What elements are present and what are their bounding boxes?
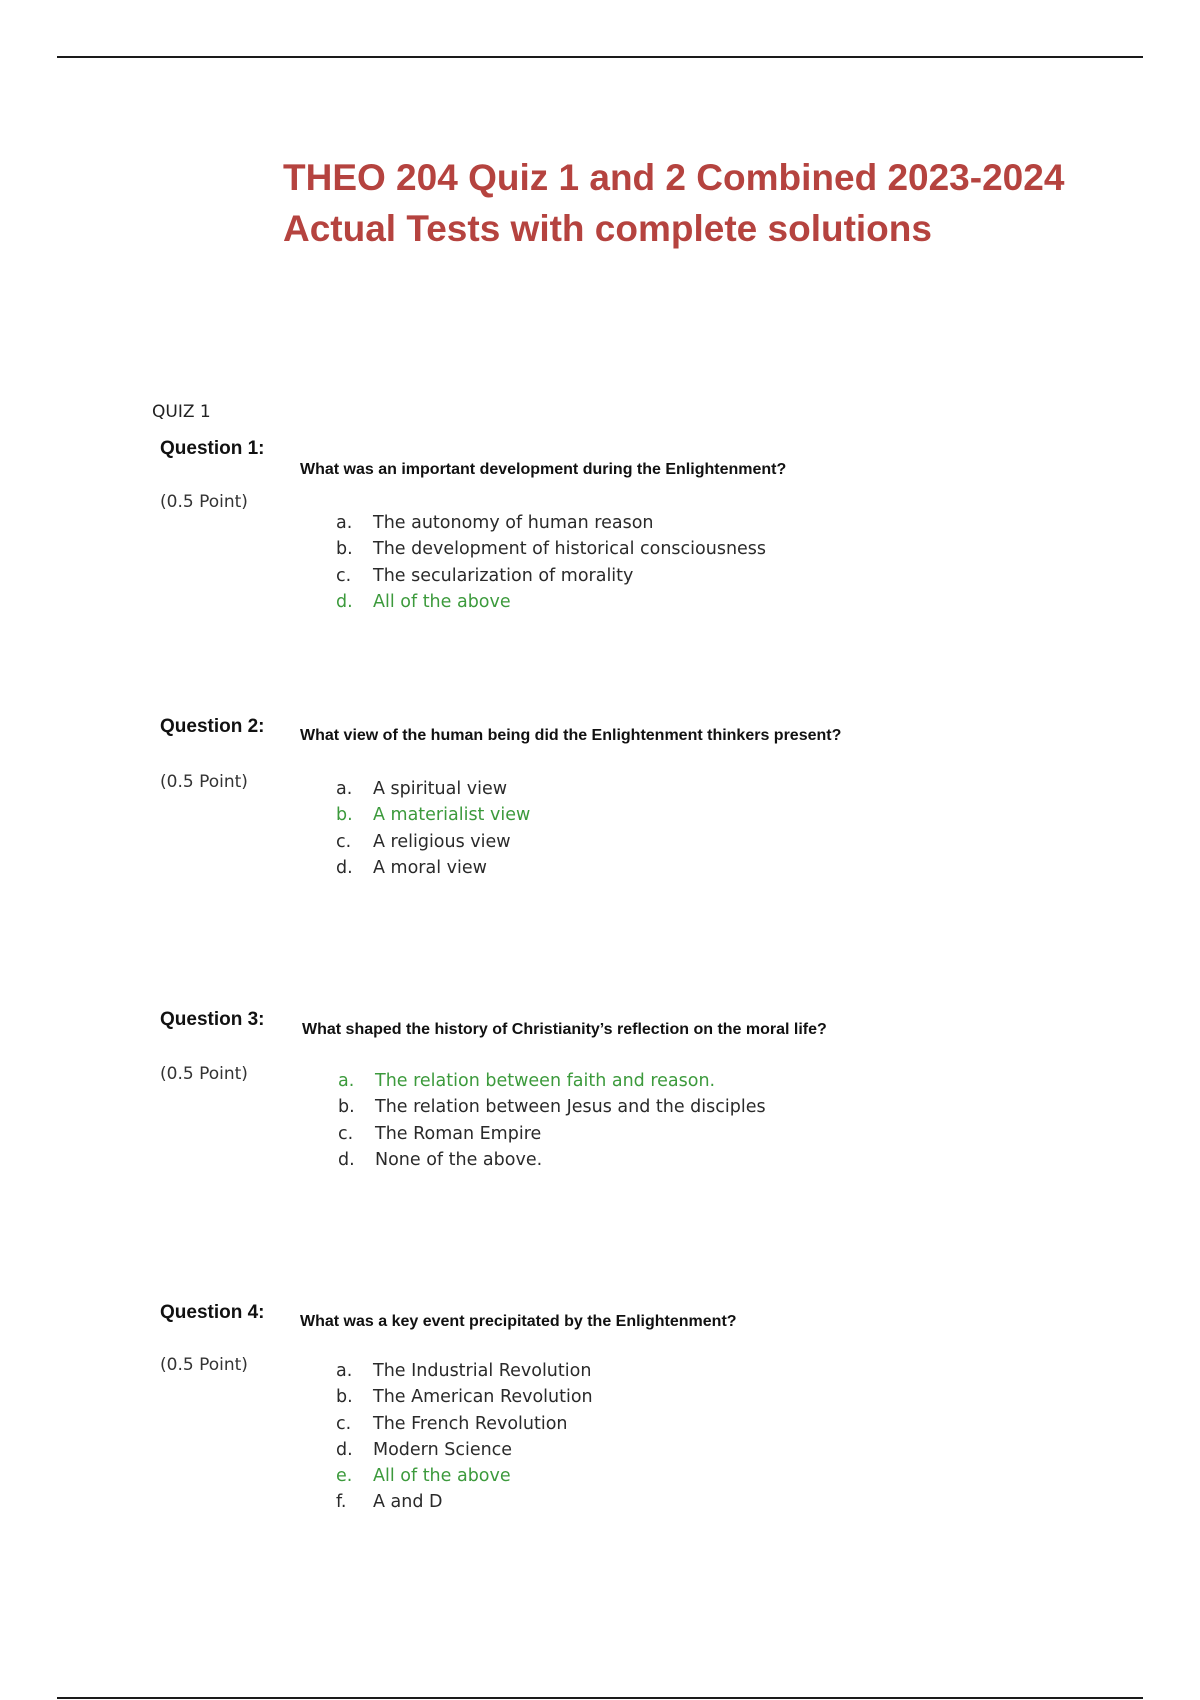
option-text: A spiritual view [373, 779, 508, 799]
answer-options [336, 776, 530, 881]
option-letter: d. [336, 857, 353, 878]
option-text: The French Revolution [373, 1413, 568, 1434]
answer-option [336, 855, 530, 881]
bottom-rule [57, 1697, 1143, 1699]
answer-option [338, 1121, 766, 1147]
question-points: (0.5 Point) [160, 1355, 248, 1375]
option-text: The Roman Empire [375, 1123, 542, 1144]
option-letter: d. [336, 591, 353, 612]
question-points: (0.5 Point) [160, 772, 248, 792]
option-letter: b. [336, 805, 353, 826]
answer-option [336, 1437, 593, 1463]
option-letter: d. [336, 1439, 353, 1460]
option-letter: e. [336, 1466, 353, 1487]
answer-option [336, 1489, 593, 1515]
answer-option [338, 1147, 766, 1173]
question-points: (0.5 Point) [160, 1064, 248, 1084]
question-label: Question 4: [160, 1302, 265, 1323]
option-letter: c. [336, 565, 352, 586]
option-text: None of the above. [375, 1149, 543, 1170]
question-text: What was an important development during the Enlightenment? [300, 461, 787, 478]
answer-option [336, 510, 766, 536]
option-letter: d. [338, 1149, 355, 1170]
quiz-section-label: QUIZ 1 [152, 402, 211, 422]
question-label: Question 1: [160, 438, 265, 459]
option-text: The American Revolution [373, 1387, 593, 1408]
question-text: What was a key event precipitated by the Enlightenment? [300, 1313, 737, 1330]
option-text: The relation between Jesus and the disciples [375, 1097, 766, 1118]
option-text: The development of historical consciousness [373, 539, 767, 560]
answer-option [336, 1411, 593, 1437]
answer-option [338, 1068, 766, 1094]
option-letter: a. [336, 779, 353, 799]
option-text: The Industrial Revolution [373, 1361, 592, 1381]
question-text: What view of the human being did the Enlightenment thinkers present? [300, 727, 842, 744]
answer-option [336, 1384, 593, 1410]
top-rule [57, 56, 1143, 58]
option-text: A religious view [373, 831, 511, 852]
answer-option [336, 1463, 593, 1489]
answer-option [336, 589, 766, 615]
question-label: Question 3: [160, 1009, 265, 1030]
option-text: The secularization of morality [373, 565, 634, 586]
question-points: (0.5 Point) [160, 492, 248, 512]
answer-options [336, 1358, 593, 1516]
answer-options [338, 1068, 766, 1173]
option-letter: b. [338, 1097, 355, 1118]
option-text: A materialist view [373, 805, 531, 826]
answer-option [336, 563, 766, 589]
answer-option [336, 1358, 593, 1384]
document-title: THEO 204 Quiz 1 and 2 Combined 2023-2024 Actual Tests with complete solutions [283, 157, 1065, 249]
option-letter: a. [336, 513, 353, 533]
option-text: A moral view [373, 857, 487, 878]
option-letter: f. [336, 1492, 347, 1513]
option-letter: c. [336, 1413, 352, 1434]
answer-options [336, 510, 766, 615]
answer-option [336, 829, 530, 855]
question-label: Question 2: [160, 716, 265, 737]
answer-option [336, 776, 530, 802]
option-text: The autonomy of human reason [373, 513, 654, 533]
option-letter: b. [336, 539, 353, 560]
answer-option [338, 1094, 766, 1120]
answer-option [336, 802, 530, 828]
option-letter: a. [338, 1071, 355, 1091]
answer-option [336, 536, 766, 562]
option-text: All of the above [373, 1466, 511, 1487]
question-text: What shaped the history of Christianity’s reflection on the moral life? [302, 1021, 827, 1038]
option-text: Modern Science [373, 1439, 513, 1460]
option-text: All of the above [373, 591, 511, 612]
option-letter: c. [338, 1123, 354, 1144]
option-text: A and D [373, 1492, 443, 1513]
option-letter: b. [336, 1387, 353, 1408]
option-letter: a. [336, 1361, 353, 1381]
option-text: The relation between faith and reason. [375, 1071, 716, 1091]
option-letter: c. [336, 831, 352, 852]
